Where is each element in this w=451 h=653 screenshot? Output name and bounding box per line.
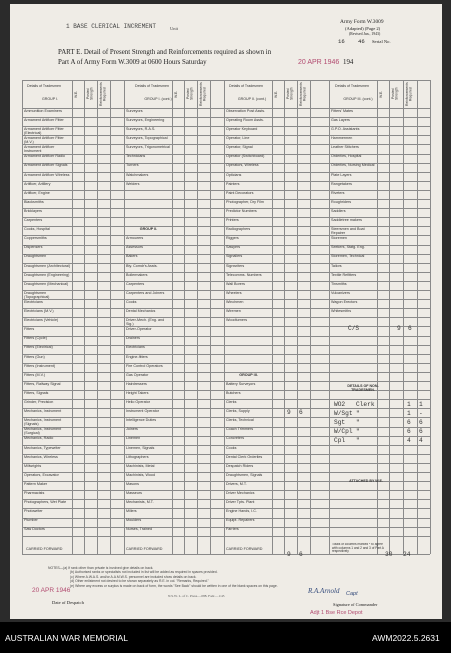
trade-cell-col1: Mechanics, Instrument (Signals)	[24, 418, 62, 427]
column-rule	[172, 80, 173, 554]
trade-cell-col3: Sawyers	[226, 245, 241, 250]
non-tradesman-role: "	[356, 419, 360, 427]
trade-cell-col1: Armament Artificer Instrument	[24, 145, 55, 154]
non-tradesman-we: 1	[407, 401, 411, 408]
non-tradesman-we: 4	[407, 437, 411, 445]
trade-cell-col1: Electricians (Vehicle)	[24, 318, 59, 323]
trade-cell-col3: Operating Room Assts.	[226, 117, 264, 122]
header-group-1-cont: GROUP I. (cont.)	[144, 97, 172, 101]
trade-cell-col1: Armament Artificer Signals	[24, 163, 68, 168]
trade-cell-col3: Woodturners	[226, 318, 248, 323]
archive-footer	[0, 622, 451, 653]
column-rule	[417, 80, 418, 554]
trade-cell-col3: GROUP III.	[239, 372, 258, 377]
column-rule	[329, 80, 330, 554]
header-details-1: Details of Tradesmen	[27, 84, 61, 88]
trade-cell-col1: Fitters, Railway Signal	[24, 381, 61, 386]
trade-cell-col4: Fitters' Mates	[331, 108, 354, 113]
trade-cell-col1: Photographers, Wet Plate	[24, 500, 67, 505]
trade-cell-col3	[226, 364, 271, 372]
attached-by-we: ATTACHED BY W.E.	[349, 479, 383, 483]
column-rule	[284, 80, 285, 554]
trade-cell-col2: Turners	[126, 163, 139, 168]
trade-cell-col2: Fire Control Operators	[126, 363, 163, 368]
trade-cell-col4: Leather Stitchers	[331, 145, 359, 150]
trade-cell-col3: Signallers	[226, 254, 243, 259]
trade-cell-col2: Bty. Comdr's Assts.	[126, 263, 158, 268]
trade-cell-col4: Tinsmiths	[331, 281, 347, 286]
col3-total-posted: 6	[299, 551, 303, 558]
column-rule	[430, 80, 431, 554]
title-line-2: Part A of Army Form W.3009 at 0600 Hours Saturday	[58, 59, 207, 66]
trade-cell-col1: Draughtsmen (Mechanical)	[24, 281, 69, 286]
form-note: (d) Other enlistment not desired to be shown separately as R.E. in col. "Remarks, Required."	[70, 579, 209, 584]
trade-cell-col2: Armourers	[126, 236, 144, 241]
column-rule	[403, 80, 404, 554]
trade-cell-col2: Machinists, Metal	[126, 463, 155, 468]
trade-cell-col4: Hammermen	[331, 136, 353, 141]
trade-cell-col2: Technicians	[126, 154, 146, 159]
trade-cell-col2: Linemen, Signals	[126, 445, 155, 450]
trade-cell-col1: Draughtsmen (Topographical)	[24, 290, 50, 299]
cf-reinf-entry: 6	[408, 325, 412, 332]
trade-cell-col1: Mechanics, Typewriter	[24, 445, 61, 450]
trade-cell-col1: Dispensers	[24, 245, 43, 250]
trade-cell-col3: Radiographers	[226, 227, 251, 232]
trade-cell-col3: Wall Borers	[226, 281, 245, 286]
trade-cell-col1: Draughtsmen	[24, 254, 47, 259]
footer-institution: AUSTRALIAN WAR MEMORIAL	[5, 633, 128, 643]
non-tradesman-rank: W/Sgt	[334, 410, 353, 418]
posted-header: Posted Strength	[391, 87, 399, 101]
trade-cell-col3: Despatch Riders	[226, 463, 254, 468]
trade-cell-col3: Clerks, Supply	[226, 409, 250, 414]
trade-cell-col2	[126, 191, 171, 199]
trade-cell-col1: Electricians	[24, 299, 43, 304]
trade-cell-col2: GROUP II.	[139, 227, 158, 232]
non-tradesman-posted: 6	[419, 419, 423, 427]
trade-cell-col3	[226, 327, 271, 335]
posted-header: Posted Strength	[86, 87, 94, 101]
trade-cell-col3: Riggers	[226, 236, 239, 241]
trade-cell-col2: Millers	[126, 509, 137, 514]
trade-cell-col2	[126, 218, 171, 226]
trade-cell-col2: Bakers	[126, 254, 138, 259]
header-details-2: Details of Tradesmen	[135, 84, 169, 88]
column-rule	[297, 80, 298, 554]
trade-cell-col1: Armament Artificer Wireless	[24, 172, 70, 177]
non-tradesman-posted: 6	[419, 428, 423, 436]
trade-cell-col3: Battery Surveyors	[226, 381, 256, 386]
carried-forward-1: CARRIED FORWARD	[26, 547, 63, 551]
trade-cell-col4: Wagon Erectors	[331, 299, 358, 304]
posted-header: Posted Strength	[186, 87, 194, 101]
trade-cell-col3: Photographer, Dry Film	[226, 199, 264, 204]
non-tradesman-role: Clerk	[356, 401, 375, 408]
trade-cell-col1: Draughtsmen (Engineering)	[24, 272, 70, 277]
trade-cell-col1: Draughtsmen (Architectural)	[24, 263, 71, 268]
posted-header: Posted Strength	[286, 87, 294, 101]
trade-cell-col1: Fitters (Electrical)	[24, 345, 53, 350]
reinf-header: Reinforcements Required	[199, 82, 207, 106]
trade-cell-col3: Draughtsmen, Signals	[226, 472, 263, 477]
trade-cell-col1: Pharmacists	[24, 491, 45, 495]
trade-cell-col3: Drivers, M.T.	[226, 481, 247, 486]
non-tradesman-posted: 4	[419, 437, 423, 445]
column-rule	[22, 80, 23, 554]
trade-cell-col4: Roughriders	[331, 199, 352, 204]
year-suffix: 194	[343, 59, 354, 66]
trade-cell-col2: Surveyors, Trigonometrical	[126, 145, 170, 150]
column-rule	[72, 80, 73, 554]
trade-cell-col2: Drainers	[126, 336, 140, 341]
trade-cell-col1: Bricklayers	[24, 208, 43, 213]
col4-total-we: 30	[385, 551, 393, 558]
trade-cell-col2: Electricians	[126, 345, 145, 350]
header-details-3: Details of Tradesmen	[229, 84, 263, 88]
trade-cell-col2: Joiners	[126, 427, 138, 432]
totals-note: Totals of columns marked * to agree with columns 1 and 2 and 3 of Part A respectively	[332, 543, 384, 554]
army-form-page	[10, 4, 442, 619]
trade-cell-col1: Mechanics, Instrument (Surgical)	[24, 427, 62, 436]
trade-cell-col3: Wiremen	[226, 309, 241, 313]
trade-cell-col1: Grinder, Precision	[24, 400, 54, 404]
trade-cell-col2: Linemen	[126, 436, 141, 441]
trade-cell-col4: Saddlers	[331, 208, 346, 213]
serial-number-second: 46	[358, 38, 365, 45]
non-tradesman-posted: -	[419, 410, 423, 418]
footer-accession: AWM2022.5.2631	[372, 633, 440, 643]
trade-cell-col4: Gas Layers	[331, 117, 350, 122]
trade-cell-col2: Helio Operator	[126, 400, 150, 404]
we-header: W.E.	[379, 90, 383, 98]
trade-cell-col2: Engine-fitters	[126, 354, 148, 359]
non-tradesman-rank: Cpl	[334, 437, 346, 445]
trade-cell-col4: Plate Layers	[331, 172, 352, 177]
trade-cell-col1: Armament Artificer Fitter (M.V.)	[24, 136, 64, 145]
trade-cell-col4: Seekers, Statg. Eng.	[331, 245, 365, 250]
signature-stamp: Adjt 1 Bse Rce Depot	[310, 610, 363, 616]
trade-cell-col1: Plumber	[24, 518, 38, 523]
trade-cell-col2: Moulders	[126, 518, 142, 523]
trade-cell-col3: Predictor Numbers	[226, 208, 257, 213]
date-stamp: 20 APR 1946	[298, 59, 340, 66]
trade-cell-col2: Welders	[126, 181, 140, 186]
trade-cell-col3	[226, 355, 271, 363]
carried-forward-3: CARRIED FORWARD	[226, 547, 263, 551]
trade-cell-col3: Signwriters	[226, 263, 245, 268]
trade-cell-col4: Rangetakers	[331, 181, 352, 186]
serial-label: Serial No.	[372, 39, 391, 44]
signature: R.A.Arnold	[308, 587, 340, 595]
trade-cell-col3: Printers	[226, 218, 239, 222]
trade-cell-col2: Watchmakers	[126, 172, 149, 177]
trade-cell-col3: Engine Hands, I.C.	[226, 509, 257, 514]
trade-cell-col2: Lithographers	[126, 454, 149, 459]
col3-total-we: 9	[287, 551, 291, 558]
column-rule	[97, 80, 98, 554]
trade-cell-col4: Steersmen and Boat Repairer	[331, 227, 365, 236]
col4-total-posted: 24	[403, 551, 411, 558]
trade-cell-col3: Paint Decorators	[226, 190, 254, 195]
trade-cell-col2: Mechanists, M.T.	[126, 500, 154, 505]
trade-cell-col1: Coppersmiths	[24, 236, 47, 241]
serial-number: 16	[338, 38, 345, 45]
non-tradesman-role: "	[356, 428, 360, 436]
trade-cell-col2: Surveyors, Engineering	[126, 117, 165, 122]
non-tradesman-rank: Sgt	[334, 419, 346, 427]
we-header: W.E.	[74, 90, 78, 98]
we-header: W.E.	[274, 90, 278, 98]
non-tradesmen-heading: DETAILS OF NON-TRADESMEN.	[347, 384, 379, 392]
trade-cell-col3	[226, 336, 271, 344]
trade-cell-col1: Pattern Maker	[24, 481, 48, 486]
column-rule	[310, 80, 311, 554]
trade-cell-col3: Opticians	[226, 172, 242, 177]
trade-cell-col1: Blacksmiths	[24, 199, 44, 204]
column-rule	[84, 80, 85, 554]
trade-cell-col1: Mechanics, Instrument	[24, 409, 62, 414]
trade-cell-col2: Cooks	[126, 299, 137, 304]
non-tradesman-role: "	[356, 410, 360, 418]
trade-cell-col1: Fitters (Gun)	[24, 354, 45, 359]
header-details-4: Details of Tradesmen	[335, 84, 369, 88]
trade-cell-col2: Dental Mechanics	[126, 309, 156, 313]
trade-cell-col2: Masons	[126, 481, 139, 486]
trade-cell-col1: Ammunition Examiners	[24, 108, 62, 113]
header-group-1: GROUP I.	[41, 97, 59, 101]
trade-cell-col4: Storemen, Technical	[331, 254, 365, 259]
column-rule	[224, 80, 225, 554]
trade-cell-col1: Millwrights	[24, 463, 42, 468]
trade-cell-col2: Driver-Mech. (Eng. and Sig.)	[126, 318, 165, 327]
trade-cell-col4: Storemen	[331, 236, 347, 241]
trade-cell-col1: Armament Artificer Fitter (Electrical)	[24, 127, 64, 135]
form-note: (e) Where any excess or surplus is made on back of form, the words "See Back" should be written in one of the blank spaces on this page.	[70, 583, 278, 588]
trade-cell-col3: Cooks	[226, 445, 237, 450]
form-note: (c) Where A.W.A.S. and/or A.A.M.W.S. personnel are included show details on back.	[70, 574, 197, 579]
trade-cell-col3: Wheelers	[226, 290, 242, 295]
reinf-header: Reinforcements Required	[405, 82, 413, 106]
column-rule	[272, 80, 273, 554]
column-rule	[124, 80, 125, 554]
trade-cell-col3: Butchers	[226, 390, 241, 395]
header-group-2-cont: GROUP II. (cont.)	[237, 97, 267, 101]
trade-cell-col3: Driver Mechanics	[226, 491, 255, 495]
trade-cell-col1: Carpenters	[24, 218, 43, 222]
trade-cell-col2	[126, 200, 171, 208]
reinf-header: Reinforcements Required	[299, 82, 307, 106]
printer-line: N.S.W. L. of C. Press—.088. Fadr.—1/45	[168, 594, 225, 598]
non-tradesman-posted: 1	[419, 401, 423, 408]
trade-cell-col1: Fitters (M.V.)	[24, 372, 45, 377]
trade-cell-col1: Operators, Excavator	[24, 472, 59, 477]
trade-cell-col4: Textile Refitters	[331, 272, 357, 277]
despatch-date-stamp: 20 APR 1946	[32, 587, 71, 594]
trade-cell-col4: Orderlies, Hospital	[331, 154, 362, 159]
trade-cell-col2: Masseurs	[126, 491, 142, 495]
reinf-header: Reinforcements Required	[99, 82, 107, 106]
trade-cell-col1: Photowriter	[24, 509, 43, 514]
trade-cell-col4: G.P.O. Assistants	[331, 127, 360, 131]
trade-cell-col3: Operator, Signal	[226, 145, 253, 150]
signature-rank: Capt	[346, 591, 358, 597]
trade-cell-col2: Intelligence Duties	[126, 418, 157, 423]
trade-cell-col1: Fitters (Instrument)	[24, 363, 56, 368]
trade-cell-col2: Instrument Operator	[126, 409, 159, 414]
trade-cell-col2: Nurses, Trained	[126, 527, 153, 532]
trade-cell-col3: Operator, Line	[226, 136, 250, 141]
column-rule	[110, 80, 111, 554]
non-tradesman-we: 6	[407, 428, 411, 436]
trade-cell-col3: Clerks, Technical	[226, 418, 254, 423]
trade-cell-col2: Hairdressers	[126, 381, 147, 386]
trade-cell-col4: Whitesmiths	[331, 309, 352, 313]
trade-cell-col1: Fitters, Signals	[24, 390, 49, 395]
form-revised: (Revised Jan., 1943)	[349, 32, 381, 36]
trade-cell-col4: Saddletree makers	[331, 218, 362, 222]
form-adapted: (Adapted) (Page 2)	[345, 26, 381, 31]
trade-cell-col2: Surveyors, Topographical	[126, 136, 168, 141]
we-header: W.E.	[174, 90, 178, 98]
trade-cell-col1: Armament Artificer Radio	[24, 154, 65, 159]
title-line-1: PART E. Detail of Present Strength and Reinforcements required as shown in	[58, 49, 272, 56]
non-tradesman-we: 1	[407, 410, 411, 418]
trade-cell-col3: Painters	[226, 181, 240, 186]
column-rule	[197, 80, 198, 554]
clerks-posted-entry: 6	[299, 409, 303, 416]
date-of-despatch-label: Date of Despatch	[52, 600, 84, 605]
non-tradesman-we: 6	[407, 419, 411, 427]
non-tradesman-rank: W/Cpl	[334, 428, 353, 436]
trade-cell-col3: Operator (Switchboard)	[226, 154, 265, 159]
signature-label: Signature of Commander	[333, 602, 378, 607]
unit-name: 1 BASE CLERICAL INCREMENT	[66, 23, 157, 30]
trade-cell-col2: Gas Operator	[126, 372, 149, 377]
trade-cell-col1: Fitters	[24, 327, 35, 332]
trade-cell-col1: Electricians (M.V.)	[24, 309, 54, 313]
trade-cell-col2: Carpenters	[126, 281, 145, 286]
trade-cell-col2: Machinists, Wood	[126, 472, 156, 477]
form-note: NOTES—(a) If rank other than private is involved give details on back.	[48, 566, 154, 570]
header-group-3-cont: GROUP III. (cont.)	[343, 97, 373, 101]
trade-cell-col3: Farriers	[226, 527, 239, 532]
non-tradesman-role: "	[356, 437, 360, 445]
form-note: (b) Authorised ranks or specialists not included in list will be added as required in spaces provided.	[70, 570, 218, 575]
carried-forward-2: CARRIED FORWARD	[126, 547, 163, 551]
trade-cell-col1: Artificer, Engine	[24, 190, 50, 195]
unit-suffix: Unit	[170, 26, 179, 31]
trade-cell-col4: Vulcanizers	[331, 290, 350, 295]
trade-cell-col3: Operators, Wireless	[226, 163, 259, 168]
trade-cell-col4: Orderlies, Nursing Medical	[331, 163, 375, 168]
trade-cell-col3: Coach Trimmers	[226, 427, 254, 432]
trade-cell-col3: Telecomms. Numbers	[226, 272, 262, 277]
trade-cell-col4: Riveters	[331, 190, 345, 195]
trade-cell-col1: Artificer, Artillery	[24, 181, 51, 186]
trade-cell-col2	[126, 209, 171, 217]
trade-cell-col3: Winchmen	[226, 299, 244, 304]
trade-cell-col3: Equipt. Repairers	[226, 518, 255, 523]
trade-cell-col3: Driver Tpts. Plant	[226, 500, 255, 505]
trade-cell-col1: Fitters (Cycle)	[24, 336, 47, 341]
cf-posted-entry: 9	[397, 325, 401, 332]
trade-cell-col2: Height Takers	[126, 390, 149, 395]
trade-cell-col1: Saw Doctors	[24, 527, 45, 532]
trade-cell-col2: Carpenters and Joiners	[126, 290, 165, 295]
carried-forward-rule	[22, 554, 430, 555]
trade-cell-col2: Assessors	[126, 245, 144, 250]
trade-cell-col3: Operator Keyboard	[226, 127, 258, 131]
non-tradesman-rank: WO2	[334, 401, 346, 408]
column-rule	[184, 80, 185, 554]
trade-cell-col1: Mechanics, Radio	[24, 436, 54, 441]
trade-cell-col3	[226, 345, 271, 353]
trade-cell-col3: Concreters	[226, 436, 245, 441]
trade-cell-col2: Driver-Operator	[126, 327, 152, 332]
trade-cell-col3: Clerks	[226, 400, 237, 404]
trade-cell-col1: Armament Artificer Fitter	[24, 117, 64, 122]
form-number: Army Form W.3009	[340, 19, 384, 25]
trade-cell-col2: Boilermakers	[126, 272, 148, 277]
clerks-we-entry: 9	[287, 409, 291, 416]
trade-cell-col3: Dental Clerk Orderlies	[226, 454, 263, 459]
trade-cell-col4: Tailors	[331, 263, 342, 268]
trade-cell-col1: Cooks, Hospital	[24, 227, 50, 232]
column-rule	[210, 80, 211, 554]
trade-cell-col2: Surveyors, R.A.S.	[126, 127, 156, 131]
trade-cell-col3: Observation Post Assts.	[226, 108, 266, 113]
trade-cell-col2: Surveyors	[126, 108, 143, 113]
trade-cell-col1: Mechanics, Wireless	[24, 454, 58, 459]
cf-we-entry: C/S	[348, 325, 360, 332]
